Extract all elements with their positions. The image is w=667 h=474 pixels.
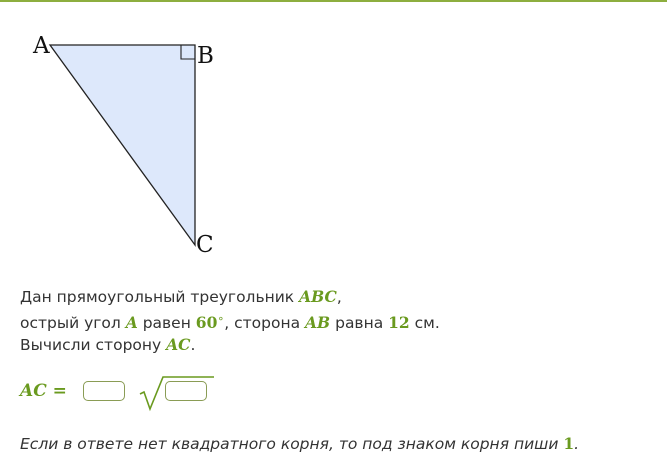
coefficient-input[interactable]	[83, 381, 125, 401]
statement-line-1	[20, 286, 440, 308]
statement-text: острый угол	[20, 314, 126, 332]
radicand-input[interactable]	[165, 381, 207, 401]
angle-name: A	[125, 313, 138, 332]
statement-text: равен	[137, 314, 196, 332]
hint-punct: .	[574, 435, 580, 453]
statement-punct: .	[190, 336, 196, 354]
triangle-abc	[50, 45, 195, 245]
statement-line-2	[20, 308, 440, 334]
statement-text: равна	[330, 314, 389, 332]
statement-punct: ,	[336, 288, 342, 306]
vertex-b-label: B	[197, 43, 214, 69]
hint-message: Если в ответе нет квадратного корня, то под знаком корня пиши	[20, 435, 564, 453]
target-side-name: AC	[166, 335, 191, 354]
angle-value: 60	[195, 313, 218, 332]
side-length: 12	[388, 313, 410, 332]
vertex-c-label: C	[196, 232, 214, 258]
statement-text: , сторона	[224, 314, 306, 332]
hint-value: 1	[563, 434, 575, 453]
length-unit: см.	[409, 314, 440, 332]
side-name: AB	[305, 313, 331, 332]
problem-statement	[20, 286, 440, 356]
hint-text	[20, 434, 579, 453]
vertex-a-label: A	[33, 33, 50, 59]
degree-symbol: ∘	[217, 312, 225, 325]
answer-label: AC =	[20, 381, 67, 401]
statement-text: Вычисли сторону	[20, 336, 167, 354]
statement-line-3	[20, 334, 440, 356]
triangle-name: ABC	[299, 287, 337, 306]
answer-row	[20, 372, 280, 412]
statement-text: Дан прямоугольный треугольник	[20, 288, 300, 306]
